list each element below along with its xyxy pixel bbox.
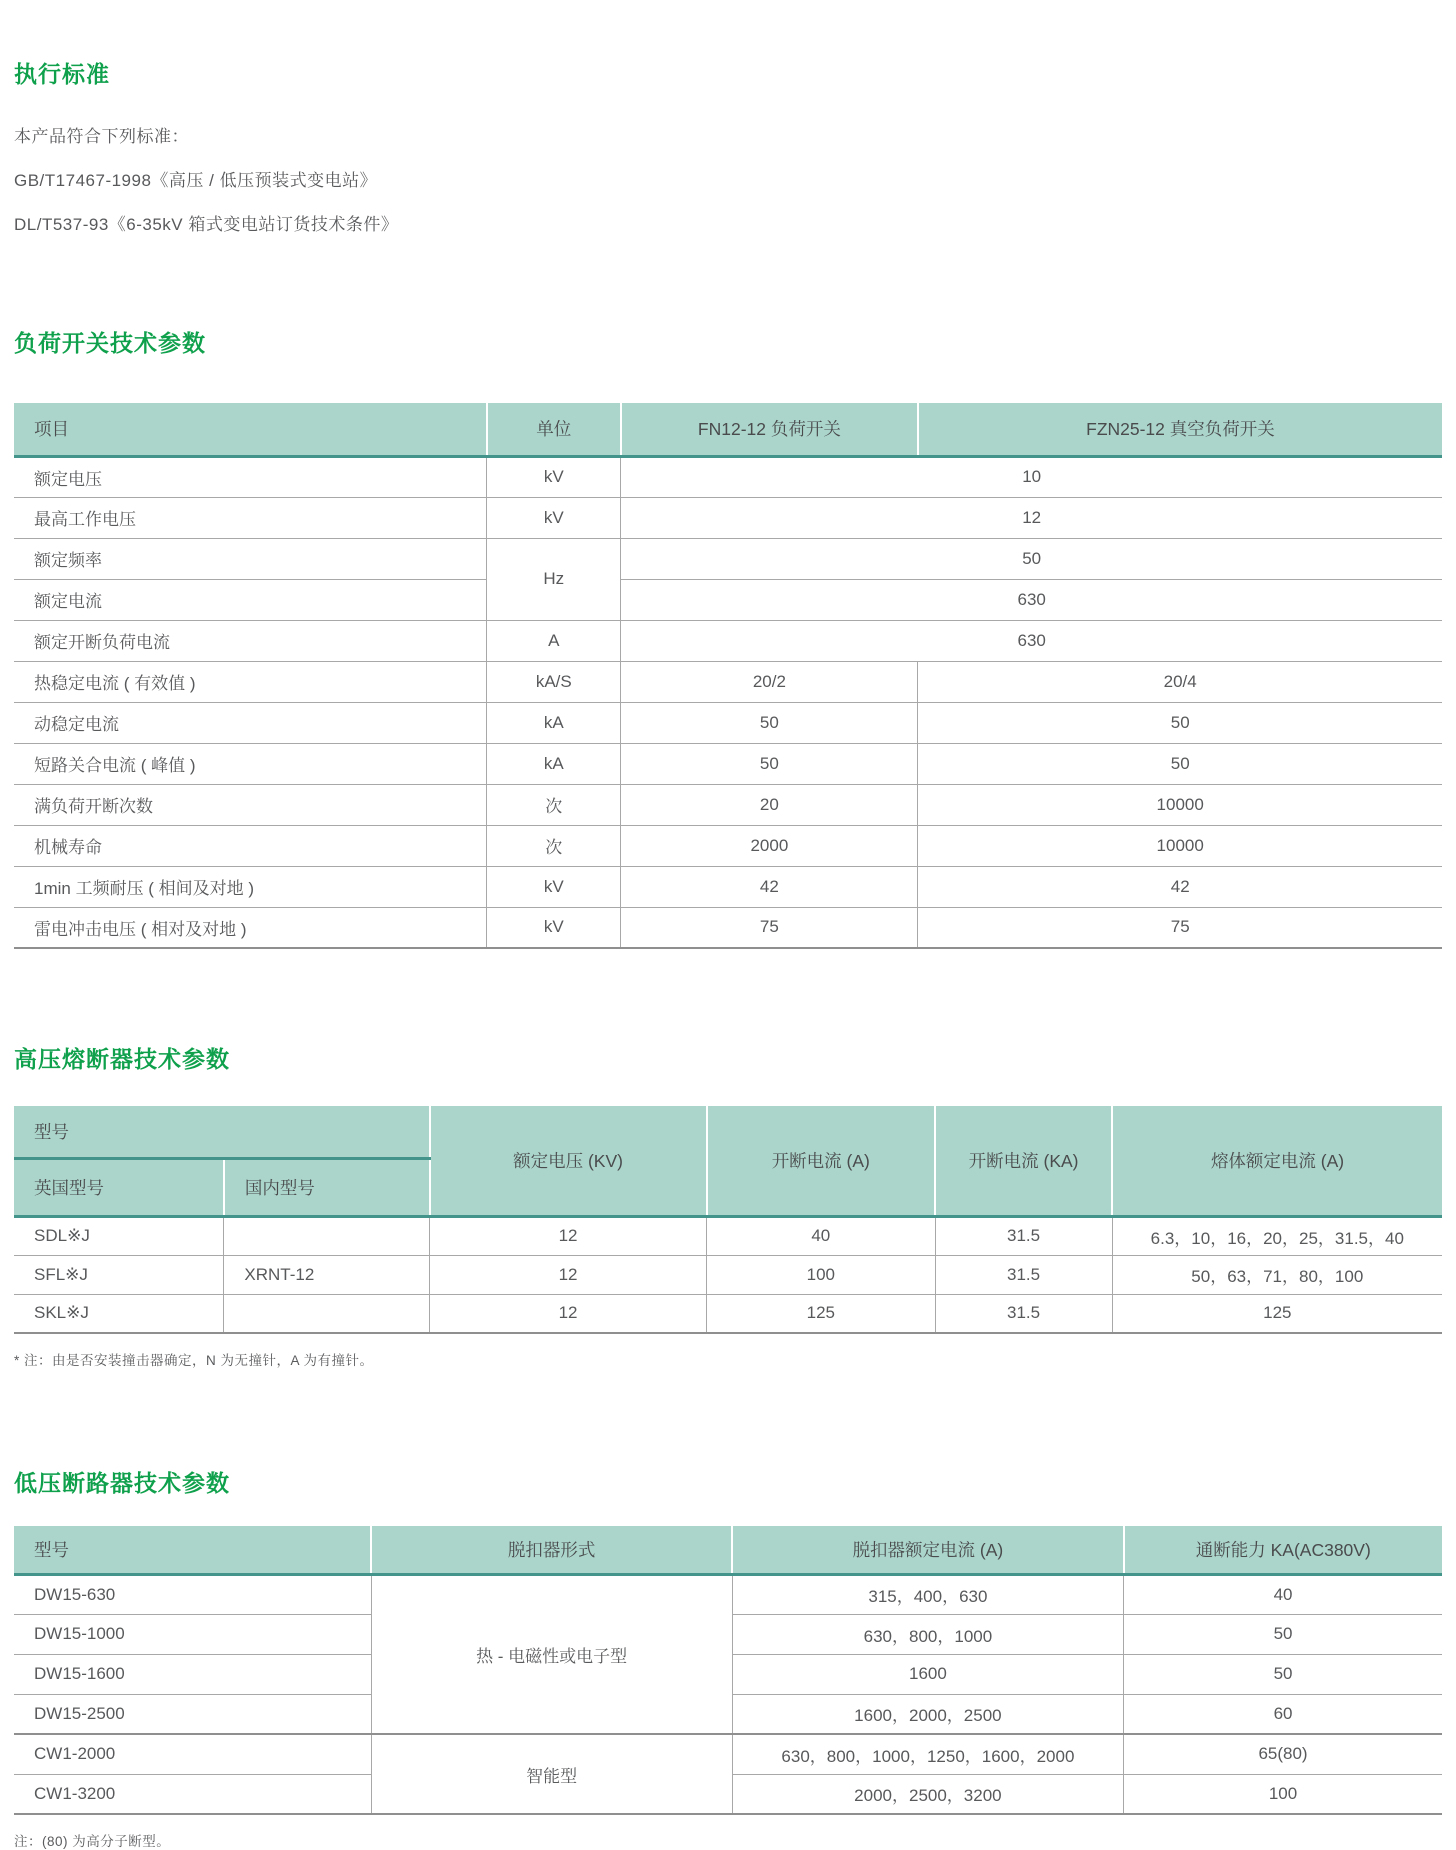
cell-unit: Hz bbox=[487, 538, 621, 620]
header-cell-uk-model: 英国型号 bbox=[14, 1158, 224, 1216]
cell-unit: kA bbox=[487, 702, 621, 743]
cell-value: 630 bbox=[621, 620, 1442, 661]
standards-item: GB/T17467-1998《高压 / 低压预装式变电站》 bbox=[14, 171, 378, 190]
cell-capacity: 65(80) bbox=[1124, 1734, 1442, 1774]
cell-model: DW15-630 bbox=[14, 1574, 371, 1614]
cell-voltage: 12 bbox=[430, 1255, 707, 1294]
cell-breaking-ka: 31.5 bbox=[935, 1216, 1112, 1255]
cell-fuse-current: 6.3，10，16，20，25，31.5，40 bbox=[1112, 1216, 1442, 1255]
cell-fn12: 75 bbox=[621, 907, 918, 948]
cell-current: 630，800，1000，1250，1600，2000 bbox=[732, 1734, 1123, 1774]
cell-item: 雷电冲击电压 ( 相对及对地 ) bbox=[14, 907, 487, 948]
cell-fn12: 2000 bbox=[621, 825, 918, 866]
table-header-row bbox=[14, 1106, 1442, 1158]
cell-capacity: 50 bbox=[1124, 1654, 1442, 1694]
header-cell-breaking-current-ka: 开断电流 (KA) bbox=[935, 1106, 1112, 1216]
header-cell-fn12: FN12-12 负荷开关 bbox=[621, 403, 918, 456]
cell-current: 2000，2500，3200 bbox=[732, 1774, 1123, 1814]
cell-unit: kA bbox=[487, 743, 621, 784]
cell-breaking-a: 100 bbox=[707, 1255, 935, 1294]
cell-unit: A bbox=[487, 620, 621, 661]
lv-breaker-table bbox=[14, 1526, 1442, 1815]
table-row bbox=[14, 784, 1442, 825]
hv-fuse-section-title: 高压熔断器技术参数 bbox=[14, 1046, 230, 1072]
hv-fuse-table bbox=[14, 1106, 1442, 1334]
cell-breaking-a: 40 bbox=[707, 1216, 935, 1255]
cell-unit: 次 bbox=[487, 784, 621, 825]
hv-fuse-note: * 注：由是否安装撞击器确定，N 为无撞针，A 为有撞针。 bbox=[14, 1353, 374, 1368]
cell-uk-model: SFL※J bbox=[14, 1255, 224, 1294]
cell-item: 额定开断负荷电流 bbox=[14, 620, 487, 661]
standards-item: DL/T537-93《6-35kV 箱式变电站订货技术条件》 bbox=[14, 215, 399, 234]
cell-item: 动稳定电流 bbox=[14, 702, 487, 743]
cell-fuse-current: 125 bbox=[1112, 1294, 1442, 1333]
table-row bbox=[14, 743, 1442, 784]
table-row bbox=[14, 579, 1442, 620]
cell-item: 额定频率 bbox=[14, 538, 487, 579]
header-cell-trip-type: 脱扣器形式 bbox=[371, 1526, 732, 1574]
table-row bbox=[14, 1294, 1442, 1333]
header-cell-breaking-capacity: 通断能力 KA(AC380V) bbox=[1124, 1526, 1442, 1574]
cell-item: 满负荷开断次数 bbox=[14, 784, 487, 825]
cell-unit: kA/S bbox=[487, 661, 621, 702]
lv-breaker-note: 注：(80) 为高分子断型。 bbox=[14, 1834, 171, 1849]
header-cell-trip-rated-current: 脱扣器额定电流 (A) bbox=[732, 1526, 1123, 1574]
cell-item: 热稳定电流 ( 有效值 ) bbox=[14, 661, 487, 702]
table-row bbox=[14, 456, 1442, 497]
header-cell-breaking-current-a: 开断电流 (A) bbox=[707, 1106, 935, 1216]
cell-fzn25: 75 bbox=[918, 907, 1442, 948]
header-cell-unit: 单位 bbox=[487, 403, 621, 456]
cell-item: 短路关合电流 ( 峰值 ) bbox=[14, 743, 487, 784]
table-row bbox=[14, 620, 1442, 661]
table-header-row bbox=[14, 403, 1442, 456]
cell-current: 315，400，630 bbox=[732, 1574, 1123, 1614]
table-row bbox=[14, 825, 1442, 866]
cell-value: 50 bbox=[621, 538, 1442, 579]
cell-fn12: 50 bbox=[621, 743, 918, 784]
header-cell-rated-voltage: 额定电压 (KV) bbox=[430, 1106, 707, 1216]
cell-voltage: 12 bbox=[430, 1216, 707, 1255]
table-row bbox=[14, 497, 1442, 538]
cell-unit: 次 bbox=[487, 825, 621, 866]
cell-cn-model: XRNT-12 bbox=[224, 1255, 430, 1294]
cell-current: 630，800，1000 bbox=[732, 1614, 1123, 1654]
cell-model: DW15-1000 bbox=[14, 1614, 371, 1654]
table-row bbox=[14, 661, 1442, 702]
standards-intro: 本产品符合下列标准： bbox=[14, 127, 189, 146]
cell-value: 10 bbox=[621, 456, 1442, 497]
load-switch-section-title: 负荷开关技术参数 bbox=[14, 330, 206, 356]
cell-unit: kV bbox=[487, 907, 621, 948]
cell-cn-model bbox=[224, 1294, 430, 1333]
cell-fzn25: 10000 bbox=[918, 825, 1442, 866]
cell-current: 1600 bbox=[732, 1654, 1123, 1694]
cell-item: 额定电流 bbox=[14, 579, 487, 620]
standards-section-title: 执行标准 bbox=[14, 61, 110, 87]
cell-fn12: 50 bbox=[621, 702, 918, 743]
lv-breaker-section-title: 低压断路器技术参数 bbox=[14, 1470, 230, 1496]
cell-fn12: 20 bbox=[621, 784, 918, 825]
cell-fn12: 20/2 bbox=[621, 661, 918, 702]
table-row bbox=[14, 1216, 1442, 1255]
cell-fzn25: 42 bbox=[918, 866, 1442, 907]
cell-item: 最高工作电压 bbox=[14, 497, 487, 538]
cell-current: 1600，2000，2500 bbox=[732, 1694, 1123, 1734]
load-switch-table bbox=[14, 403, 1442, 949]
cell-unit: kV bbox=[487, 456, 621, 497]
table-row bbox=[14, 702, 1442, 743]
cell-breaking-ka: 31.5 bbox=[935, 1294, 1112, 1333]
cell-fn12: 42 bbox=[621, 866, 918, 907]
header-cell-fzn25: FZN25-12 真空负荷开关 bbox=[918, 403, 1442, 456]
cell-uk-model: SDL※J bbox=[14, 1216, 224, 1255]
cell-voltage: 12 bbox=[430, 1294, 707, 1333]
header-cell-fuse-rated-current: 熔体额定电流 (A) bbox=[1112, 1106, 1442, 1216]
table-header-row bbox=[14, 1526, 1442, 1574]
cell-value: 12 bbox=[621, 497, 1442, 538]
cell-model: DW15-1600 bbox=[14, 1654, 371, 1694]
cell-unit: kV bbox=[487, 497, 621, 538]
cell-trip-type: 热 - 电磁性或电子型 bbox=[371, 1574, 732, 1734]
header-cell-item: 项目 bbox=[14, 403, 487, 456]
table-row bbox=[14, 866, 1442, 907]
table-row bbox=[14, 1574, 1442, 1614]
cell-capacity: 100 bbox=[1124, 1774, 1442, 1814]
cell-model: DW15-2500 bbox=[14, 1694, 371, 1734]
table-row bbox=[14, 538, 1442, 579]
table-row bbox=[14, 1255, 1442, 1294]
cell-uk-model: SKL※J bbox=[14, 1294, 224, 1333]
cell-trip-type: 智能型 bbox=[371, 1734, 732, 1814]
cell-fzn25: 50 bbox=[918, 702, 1442, 743]
cell-cn-model bbox=[224, 1216, 430, 1255]
cell-fzn25: 20/4 bbox=[918, 661, 1442, 702]
cell-item: 1min 工频耐压 ( 相间及对地 ) bbox=[14, 866, 487, 907]
header-cell-cn-model: 国内型号 bbox=[224, 1158, 430, 1216]
table-row bbox=[14, 1734, 1442, 1774]
header-cell-model: 型号 bbox=[14, 1106, 430, 1158]
header-cell-model: 型号 bbox=[14, 1526, 371, 1574]
cell-item: 机械寿命 bbox=[14, 825, 487, 866]
cell-capacity: 40 bbox=[1124, 1574, 1442, 1614]
cell-model: CW1-2000 bbox=[14, 1734, 371, 1774]
cell-breaking-a: 125 bbox=[707, 1294, 935, 1333]
cell-breaking-ka: 31.5 bbox=[935, 1255, 1112, 1294]
table-row bbox=[14, 907, 1442, 948]
cell-capacity: 60 bbox=[1124, 1694, 1442, 1734]
cell-fuse-current: 50，63，71，80，100 bbox=[1112, 1255, 1442, 1294]
cell-capacity: 50 bbox=[1124, 1614, 1442, 1654]
cell-model: CW1-3200 bbox=[14, 1774, 371, 1814]
cell-fzn25: 50 bbox=[918, 743, 1442, 784]
cell-unit: kV bbox=[487, 866, 621, 907]
cell-value: 630 bbox=[621, 579, 1442, 620]
cell-fzn25: 10000 bbox=[918, 784, 1442, 825]
cell-item: 额定电压 bbox=[14, 456, 487, 497]
